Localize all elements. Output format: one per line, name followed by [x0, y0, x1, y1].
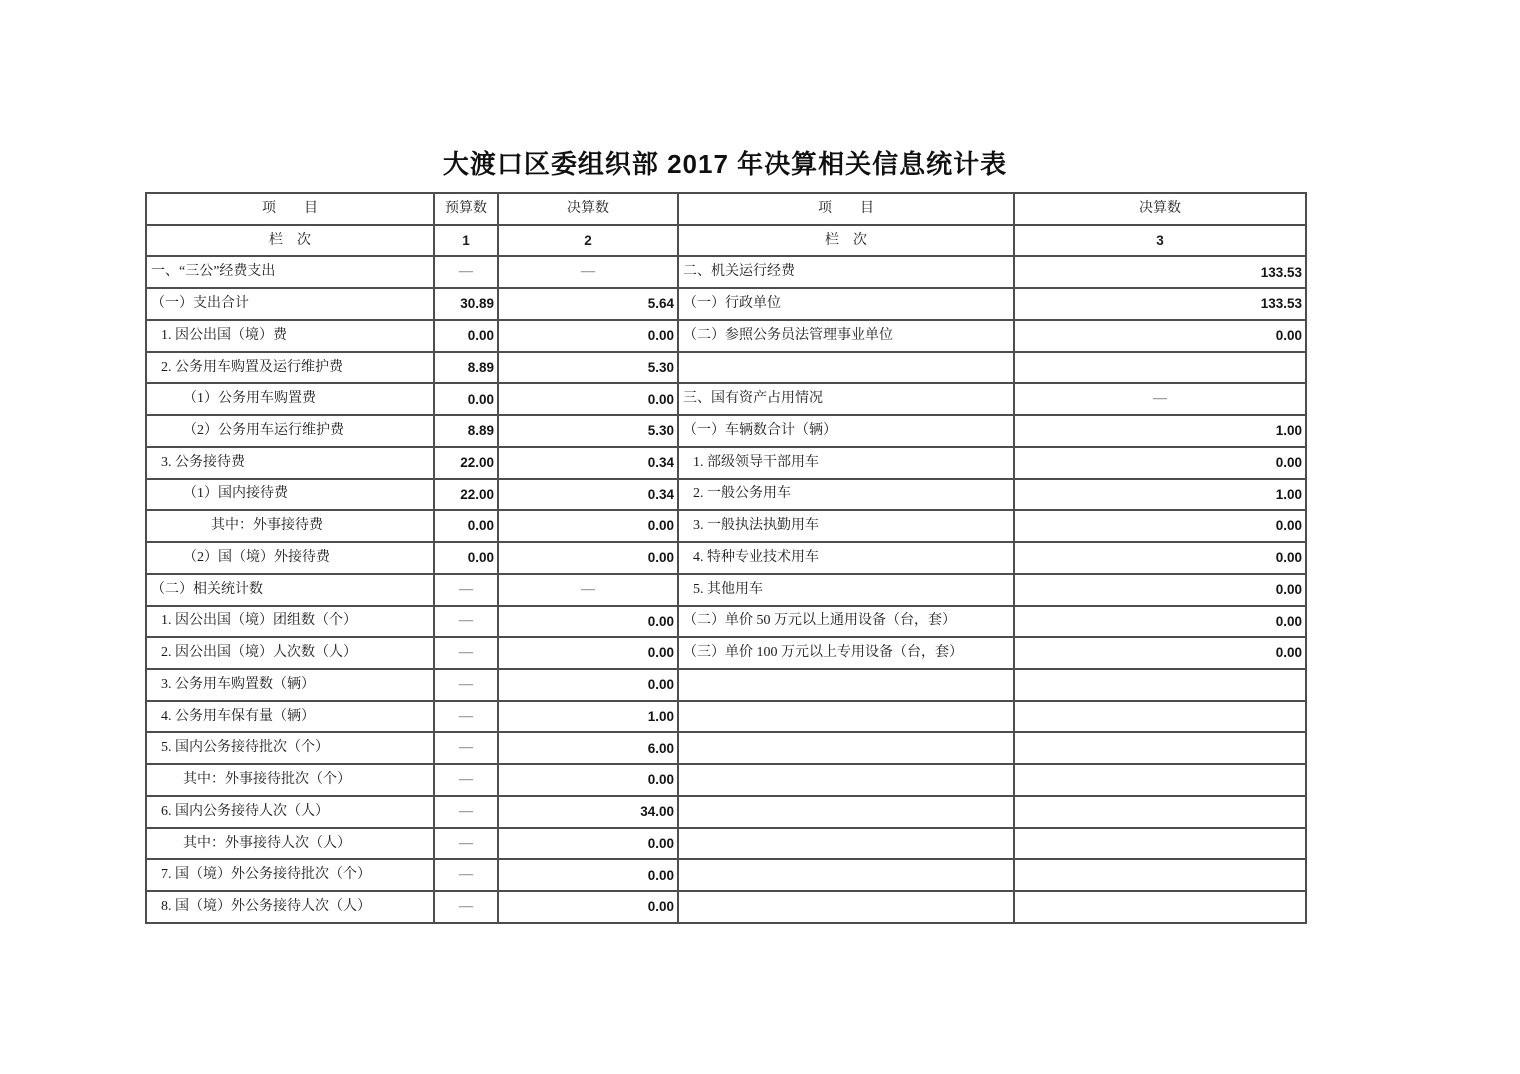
left-final-cell: 5.30	[498, 415, 678, 447]
left-item-cell: 其中：外事接待人次（人）	[146, 828, 434, 860]
right-item-cell: （一）行政单位	[678, 288, 1014, 320]
left-final-cell: 0.00	[498, 510, 678, 542]
left-final-cell: 0.00	[498, 669, 678, 701]
left-final-cell: 0.00	[498, 859, 678, 891]
header-budget-left: 预算数	[434, 193, 498, 225]
left-final-cell: —	[498, 574, 678, 606]
left-final-cell: 6.00	[498, 732, 678, 764]
table-header-row	[146, 193, 1306, 225]
table-row	[146, 542, 1306, 574]
right-final-cell: 0.00	[1014, 637, 1306, 669]
table-row	[146, 669, 1306, 701]
left-final-cell: 34.00	[498, 796, 678, 828]
index-final-left: 2	[498, 225, 678, 257]
left-budget-cell: 8.89	[434, 415, 498, 447]
left-final-cell: 0.00	[498, 383, 678, 415]
left-budget-cell: —	[434, 859, 498, 891]
left-item-cell: （1）公务用车购置费	[146, 383, 434, 415]
left-budget-cell: 0.00	[434, 383, 498, 415]
right-final-cell	[1014, 764, 1306, 796]
table-row	[146, 383, 1306, 415]
right-final-cell	[1014, 669, 1306, 701]
right-item-cell	[678, 859, 1014, 891]
left-item-cell: 1. 因公出国（境）费	[146, 320, 434, 352]
left-item-cell: 8. 国（境）外公务接待人次（人）	[146, 891, 434, 923]
right-item-cell	[678, 732, 1014, 764]
table-row	[146, 828, 1306, 860]
left-final-cell: 0.34	[498, 479, 678, 511]
left-budget-cell: 22.00	[434, 447, 498, 479]
right-final-cell: 0.00	[1014, 447, 1306, 479]
right-final-cell: 0.00	[1014, 510, 1306, 542]
right-item-cell: （一）车辆数合计（辆）	[678, 415, 1014, 447]
left-item-cell: 7. 国（境）外公务接待批次（个）	[146, 859, 434, 891]
left-final-cell: 5.64	[498, 288, 678, 320]
table-row	[146, 447, 1306, 479]
left-budget-cell: —	[434, 701, 498, 733]
left-budget-cell: 22.00	[434, 479, 498, 511]
left-item-cell: 3. 公务用车购置数（辆）	[146, 669, 434, 701]
right-item-cell: 3. 一般执法执勤用车	[678, 510, 1014, 542]
left-item-cell: 6. 国内公务接待人次（人）	[146, 796, 434, 828]
left-final-cell: 1.00	[498, 701, 678, 733]
right-final-cell	[1014, 732, 1306, 764]
right-final-cell: 0.00	[1014, 574, 1306, 606]
table-row	[146, 256, 1306, 288]
table-row	[146, 732, 1306, 764]
left-budget-cell: —	[434, 891, 498, 923]
table-data-rows	[146, 256, 1306, 923]
right-item-cell: 4. 特种专业技术用车	[678, 542, 1014, 574]
left-final-cell: 0.00	[498, 637, 678, 669]
left-budget-cell: —	[434, 669, 498, 701]
right-item-cell	[678, 701, 1014, 733]
left-final-cell: 5.30	[498, 352, 678, 384]
right-final-cell: —	[1014, 383, 1306, 415]
left-item-cell: 其中：外事接待批次（个）	[146, 764, 434, 796]
right-item-cell	[678, 796, 1014, 828]
right-item-cell: 三、国有资产占用情况	[678, 383, 1014, 415]
left-budget-cell: 30.89	[434, 288, 498, 320]
left-final-cell: 0.00	[498, 320, 678, 352]
left-final-cell: —	[498, 256, 678, 288]
left-item-cell: 2. 公务用车购置及运行维护费	[146, 352, 434, 384]
left-final-cell: 0.34	[498, 447, 678, 479]
left-budget-cell: 0.00	[434, 320, 498, 352]
left-item-cell: （2）国（境）外接待费	[146, 542, 434, 574]
table-row	[146, 891, 1306, 923]
right-final-cell: 0.00	[1014, 320, 1306, 352]
right-item-cell: （二）参照公务员法管理事业单位	[678, 320, 1014, 352]
column-index-row	[146, 225, 1306, 257]
header-item-left: 项 目	[146, 193, 434, 225]
right-item-cell: （三）单价 100 万元以上专用设备（台，套）	[678, 637, 1014, 669]
left-budget-cell: —	[434, 606, 498, 638]
left-budget-cell: —	[434, 574, 498, 606]
left-final-cell: 0.00	[498, 891, 678, 923]
left-budget-cell: —	[434, 256, 498, 288]
table-row	[146, 352, 1306, 384]
right-item-cell: 2. 一般公务用车	[678, 479, 1014, 511]
right-final-cell	[1014, 796, 1306, 828]
right-final-cell	[1014, 891, 1306, 923]
header-final-left: 决算数	[498, 193, 678, 225]
left-item-cell: （一）支出合计	[146, 288, 434, 320]
left-budget-cell: —	[434, 796, 498, 828]
left-budget-cell: —	[434, 732, 498, 764]
header-final-right: 决算数	[1014, 193, 1306, 225]
right-final-cell	[1014, 859, 1306, 891]
table-row	[146, 510, 1306, 542]
statistics-table	[145, 192, 1307, 924]
left-item-cell: 2. 因公出国（境）人次数（人）	[146, 637, 434, 669]
right-item-cell: 1. 部级领导干部用车	[678, 447, 1014, 479]
table-row	[146, 288, 1306, 320]
page-title: 大渡口区委组织部 2017 年决算相关信息统计表	[442, 149, 1008, 179]
right-final-cell: 0.00	[1014, 606, 1306, 638]
left-budget-cell: —	[434, 828, 498, 860]
left-item-cell: 其中：外事接待费	[146, 510, 434, 542]
table-row	[146, 637, 1306, 669]
right-item-cell	[678, 352, 1014, 384]
right-item-cell	[678, 764, 1014, 796]
right-final-cell	[1014, 701, 1306, 733]
right-item-cell: 二、机关运行经费	[678, 256, 1014, 288]
header-item-right: 项 目	[678, 193, 1014, 225]
left-budget-cell: —	[434, 764, 498, 796]
right-final-cell: 1.00	[1014, 415, 1306, 447]
left-budget-cell: 8.89	[434, 352, 498, 384]
left-item-cell: 4. 公务用车保有量（辆）	[146, 701, 434, 733]
right-item-cell	[678, 669, 1014, 701]
right-item-cell	[678, 891, 1014, 923]
left-final-cell: 0.00	[498, 828, 678, 860]
index-final-right: 3	[1014, 225, 1306, 257]
left-budget-cell: 0.00	[434, 542, 498, 574]
table-row	[146, 859, 1306, 891]
table-row	[146, 796, 1306, 828]
table-row	[146, 320, 1306, 352]
left-item-cell: 3. 公务接待费	[146, 447, 434, 479]
right-item-cell	[678, 828, 1014, 860]
final-accounts-table	[145, 192, 1307, 924]
left-item-cell: 1. 因公出国（境）团组数（个）	[146, 606, 434, 638]
index-label-right: 栏 次	[678, 225, 1014, 257]
left-budget-cell: 0.00	[434, 510, 498, 542]
right-final-cell: 0.00	[1014, 542, 1306, 574]
left-item-cell: 一、“三公”经费支出	[146, 256, 434, 288]
table-row	[146, 701, 1306, 733]
right-final-cell	[1014, 828, 1306, 860]
right-final-cell: 133.53	[1014, 288, 1306, 320]
index-label-left: 栏 次	[146, 225, 434, 257]
right-final-cell: 133.53	[1014, 256, 1306, 288]
table-row	[146, 764, 1306, 796]
left-final-cell: 0.00	[498, 606, 678, 638]
left-final-cell: 0.00	[498, 542, 678, 574]
table-row	[146, 574, 1306, 606]
right-final-cell	[1014, 352, 1306, 384]
index-budget-left: 1	[434, 225, 498, 257]
table-row	[146, 415, 1306, 447]
right-final-cell: 1.00	[1014, 479, 1306, 511]
left-item-cell: （2）公务用车运行维护费	[146, 415, 434, 447]
left-final-cell: 0.00	[498, 764, 678, 796]
right-item-cell: （二）单价 50 万元以上通用设备（台，套）	[678, 606, 1014, 638]
left-item-cell: 5. 国内公务接待批次（个）	[146, 732, 434, 764]
table-row	[146, 479, 1306, 511]
left-budget-cell: —	[434, 637, 498, 669]
right-item-cell: 5. 其他用车	[678, 574, 1014, 606]
left-item-cell: （1）国内接待费	[146, 479, 434, 511]
left-item-cell: （二）相关统计数	[146, 574, 434, 606]
table-row	[146, 606, 1306, 638]
